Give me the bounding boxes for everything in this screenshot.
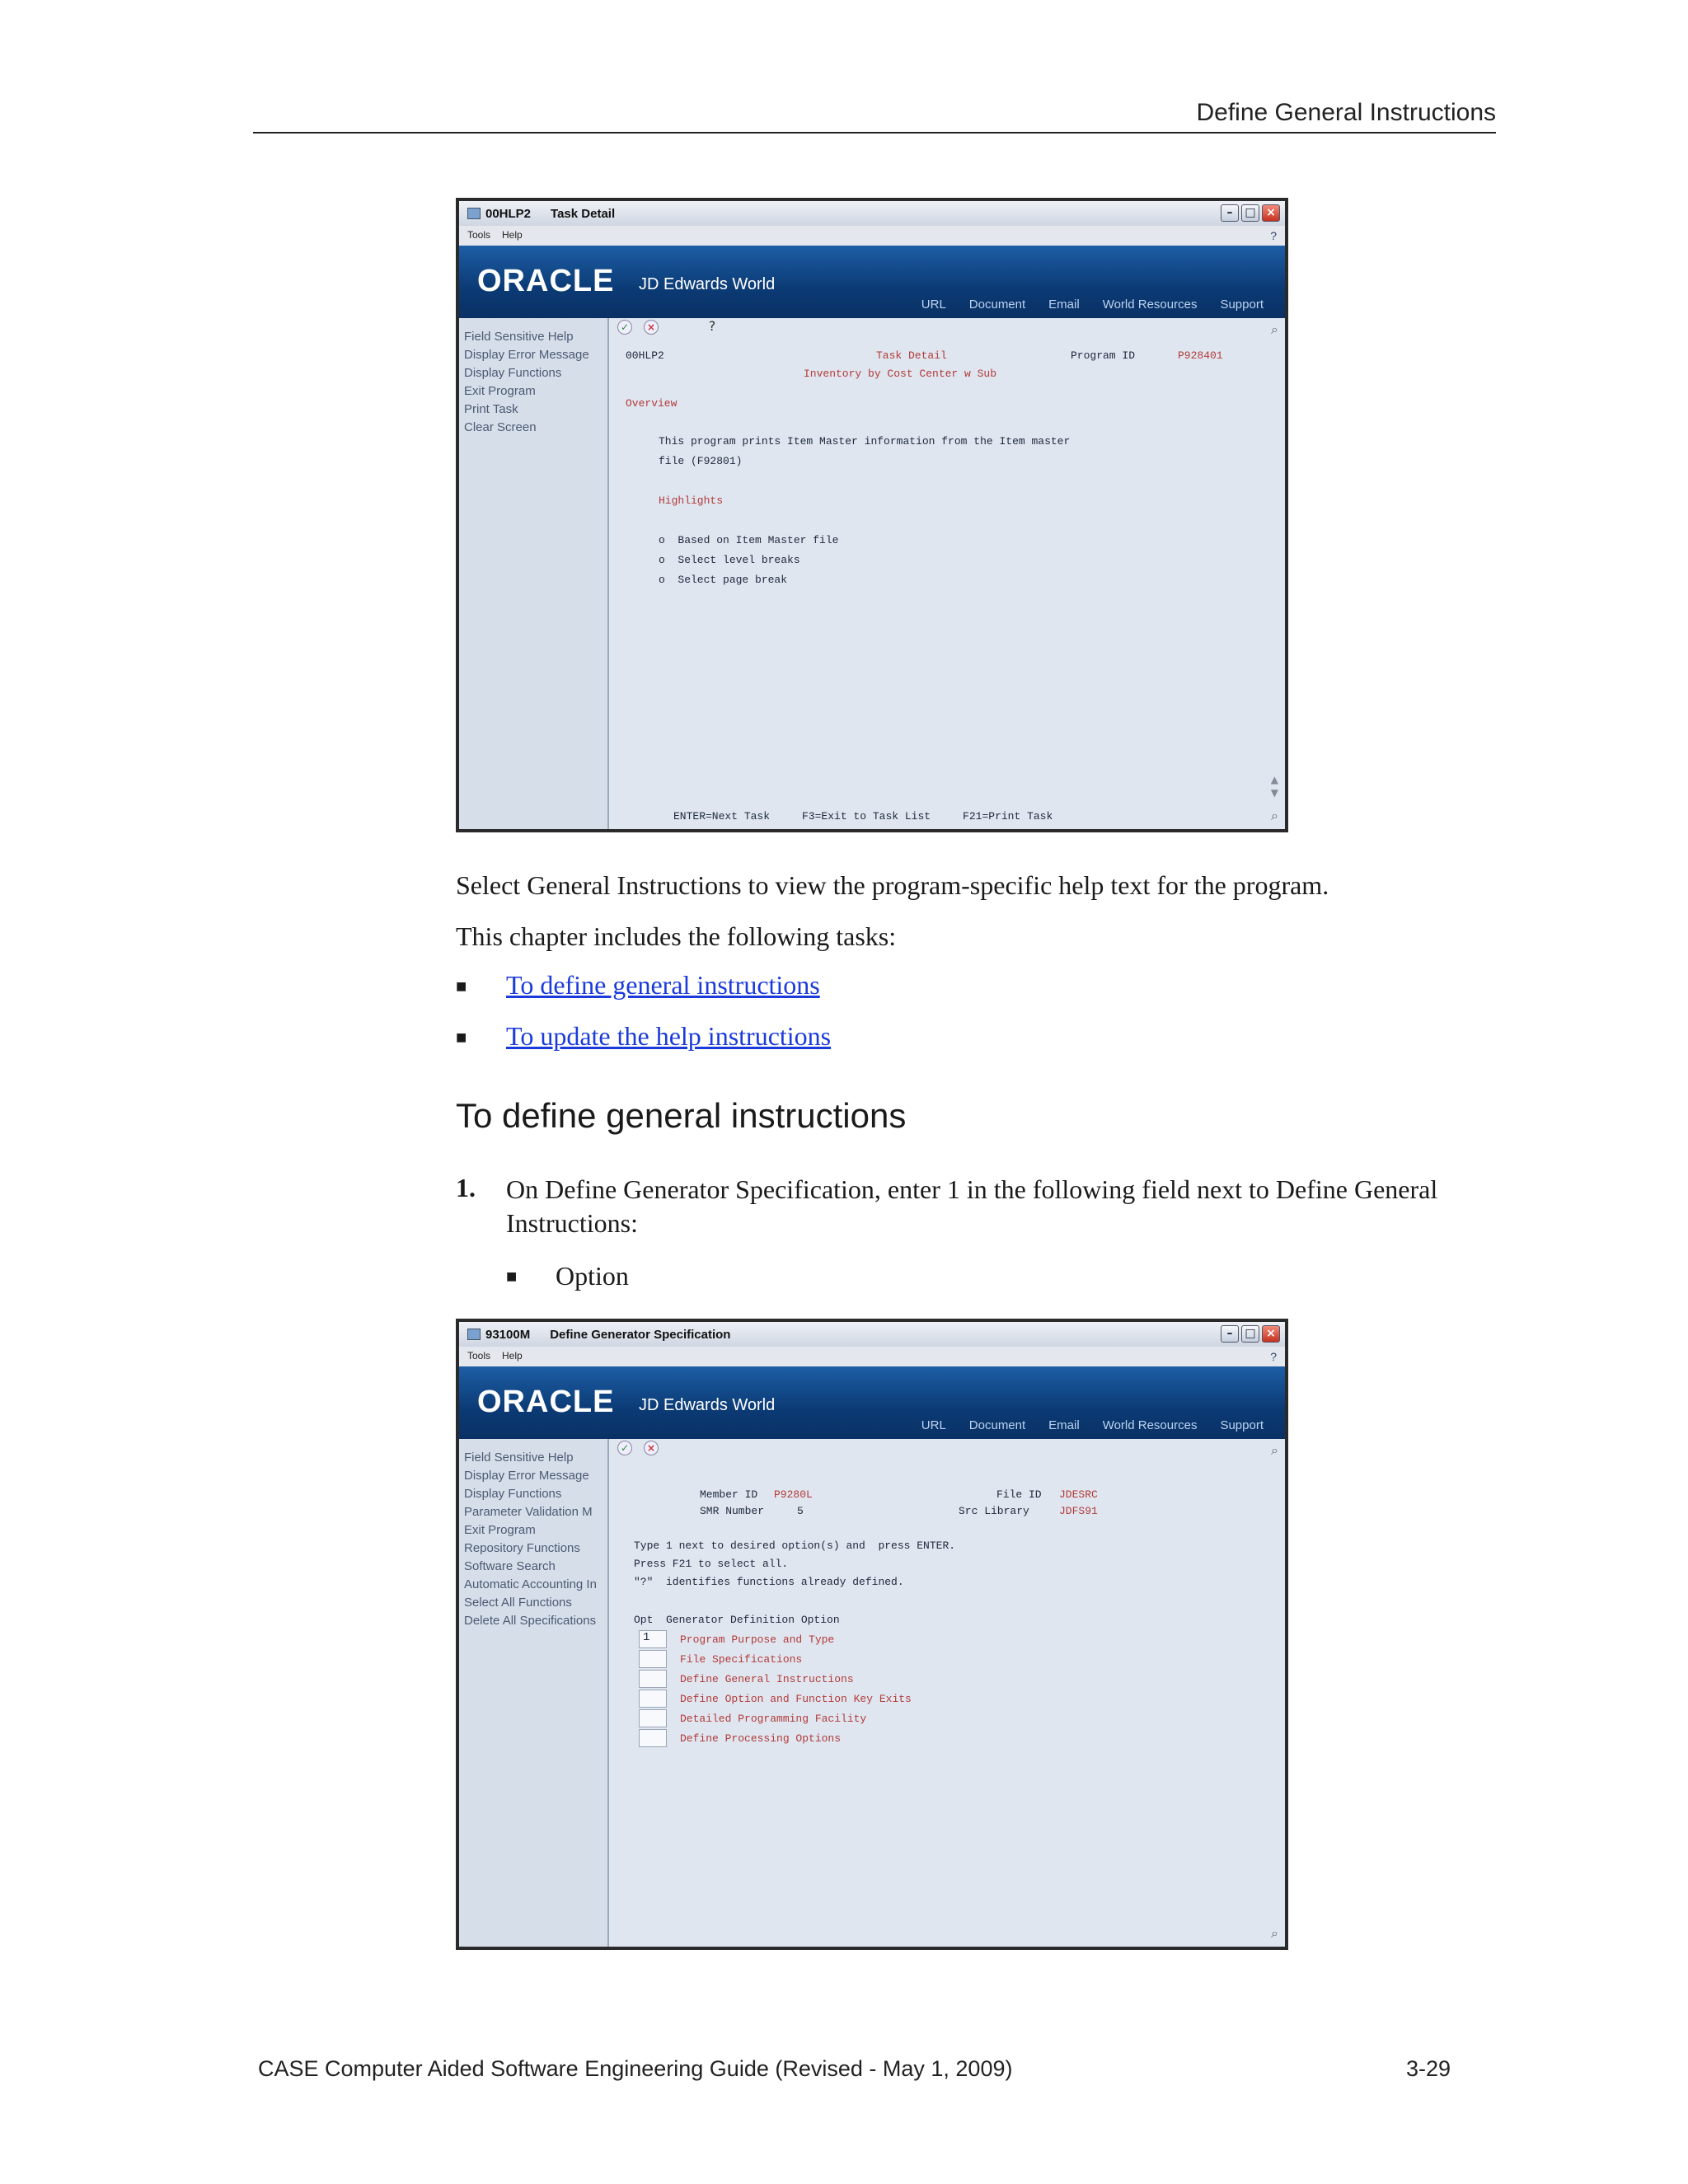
form-panel [609, 318, 1285, 829]
banner-links [910, 298, 1275, 312]
member-id-label: Member ID [700, 1488, 758, 1501]
option-label: File Specifications [680, 1653, 803, 1666]
menu-help[interactable]: Help [502, 1350, 523, 1361]
link-url[interactable]: URL [921, 298, 946, 312]
smr-number-label: SMR Number [700, 1505, 765, 1517]
product-name: JD Edwards World [639, 1396, 776, 1414]
smr-number-value: 5 [797, 1505, 804, 1517]
page-number: 3-29 [1405, 2056, 1451, 2081]
cancel-x-icon[interactable]: × [644, 1441, 659, 1455]
link-document[interactable]: Document [968, 1418, 1026, 1432]
function-keys: ENTER=Next Task F3=Exit to Task List F21=Print Task [673, 810, 1053, 823]
instruction-line: Type 1 next to desired option(s) and press ENTER. [634, 1540, 956, 1552]
sidebar-item[interactable]: Exit Program [464, 384, 536, 398]
sidebar-item[interactable]: Display Functions [464, 366, 562, 380]
zoom-icon[interactable]: ⌕ [1271, 808, 1278, 823]
window-code: 00HLP2 [485, 206, 532, 221]
instruction-line: "?" identifies functions already defined. [634, 1576, 904, 1588]
sidebar-item[interactable]: Clear Screen [464, 420, 537, 434]
link-email[interactable]: Email [1048, 298, 1080, 312]
opt-field-option-exits[interactable] [639, 1690, 667, 1708]
task-detail-screenshot [456, 198, 1288, 832]
sidebar-item[interactable]: Select All Functions [464, 1596, 572, 1610]
app-icon [467, 208, 481, 219]
app-icon [467, 1329, 481, 1340]
link-define-general-instructions[interactable]: To define general instructions [506, 970, 820, 1000]
sidebar-item[interactable]: Display Functions [464, 1487, 562, 1501]
window-title: Task Detail [551, 206, 616, 221]
link-document[interactable]: Document [968, 298, 1026, 312]
sidebar-item[interactable]: Display Error Message [464, 1469, 589, 1483]
link-support[interactable]: Support [1220, 1418, 1264, 1432]
window-buttons [1221, 204, 1280, 222]
define-generator-spec-screenshot [456, 1319, 1288, 1950]
sidebar-item[interactable]: Software Search [464, 1559, 556, 1573]
oracle-logo: ORACLE [477, 1385, 615, 1419]
menu-bar [459, 1347, 1285, 1366]
maximize-icon[interactable]: □ [1241, 204, 1259, 222]
sidebar-item[interactable]: Print Task [464, 402, 518, 416]
minimize-icon[interactable]: – [1221, 1325, 1239, 1343]
ok-check-icon[interactable]: ✓ [617, 1441, 632, 1455]
highlight-item: o Select page break [659, 574, 788, 586]
opt-field-program-purpose[interactable]: 1 [639, 1630, 667, 1648]
help-icon[interactable]: ? [1270, 1350, 1277, 1363]
option-label: Define Processing Options [680, 1732, 842, 1745]
work-area [459, 1439, 1285, 1947]
instruction-line: Press F21 to select all. [634, 1558, 789, 1570]
zoom-icon[interactable]: ⌕ [1271, 1925, 1278, 1941]
title-bar [459, 201, 1285, 226]
option-label: Detailed Programming Facility [680, 1713, 867, 1725]
option-field-name: Option [556, 1261, 629, 1291]
program-id-value: P928401 [1178, 349, 1223, 362]
link-world-resources[interactable]: World Resources [1102, 1418, 1198, 1432]
overview-line: file (F92801) [659, 455, 743, 467]
title-bar [459, 1322, 1285, 1347]
window-buttons [1221, 1325, 1280, 1343]
program-id-label: Program ID [1071, 349, 1136, 362]
file-id-value: JDESRC [1059, 1488, 1098, 1501]
banner-links [910, 1418, 1275, 1432]
oracle-banner [459, 1366, 1285, 1439]
form-title: Task Detail [876, 349, 947, 362]
member-id-value: P9280L [774, 1488, 813, 1501]
window-title: Define Generator Specification [550, 1327, 731, 1342]
bullet-square-icon: ■ [456, 976, 467, 996]
minimize-icon[interactable]: – [1221, 204, 1239, 222]
work-area [459, 318, 1285, 829]
form-code: 00HLP2 [626, 349, 664, 362]
highlight-item: o Select level breaks [659, 554, 800, 566]
close-icon[interactable]: × [1262, 1325, 1280, 1343]
menu-help[interactable]: Help [502, 229, 523, 241]
intro-paragraph: Select General Instructions to view the program-specific help text for the program. [456, 870, 1329, 900]
close-icon[interactable]: × [1262, 204, 1280, 222]
overview-label: Overview [626, 397, 678, 410]
sidebar-item[interactable]: Display Error Message [464, 348, 589, 362]
link-world-resources[interactable]: World Resources [1102, 298, 1198, 312]
link-url[interactable]: URL [921, 1418, 946, 1432]
menu-tools[interactable]: Tools [467, 1350, 491, 1361]
option-table-header: Opt Generator Definition Option [634, 1614, 840, 1626]
step-text: On Define Generator Specification, enter 1 in the following field next to Define General Instructions: [506, 1174, 1438, 1238]
bullet-square-icon: ■ [456, 1027, 467, 1047]
file-id-label: File ID [996, 1488, 1042, 1501]
step-number: 1. [456, 1173, 476, 1202]
sidebar-item[interactable]: Parameter Validation M [464, 1505, 593, 1519]
src-library-label: Src Library [959, 1505, 1029, 1517]
running-header: Define General Instructions [253, 97, 1496, 134]
help-icon[interactable]: ? [1270, 229, 1277, 242]
overview-line: This program prints Item Master information from the Item master [659, 435, 1071, 448]
highlights-label: Highlights [659, 494, 724, 507]
form-panel [609, 1439, 1285, 1947]
sidebar-item[interactable]: Field Sensitive Help [464, 1451, 574, 1465]
opt-field-processing-options[interactable] [639, 1729, 667, 1747]
window-code: 93100M [485, 1327, 531, 1342]
section-heading: To define general instructions [456, 1096, 907, 1135]
menu-bar [459, 226, 1285, 246]
link-support[interactable]: Support [1220, 298, 1264, 312]
sidebar-item[interactable]: Exit Program [464, 1523, 536, 1537]
exit-sidebar [459, 318, 609, 829]
link-update-help-instructions[interactable]: To update the help instructions [506, 1021, 832, 1051]
sidebar-item[interactable]: Repository Functions [464, 1541, 580, 1555]
ok-check-icon[interactable]: ✓ [617, 320, 632, 335]
form-subtitle: Inventory by Cost Center w Sub [804, 368, 997, 380]
menu-tools[interactable]: Tools [467, 229, 491, 241]
opt-field-general-instructions[interactable] [639, 1670, 667, 1688]
opt-field-programming-facility[interactable] [639, 1709, 667, 1727]
exit-sidebar [459, 1439, 609, 1947]
product-name: JD Edwards World [639, 275, 776, 293]
zoom-icon[interactable]: ⌕ [1271, 1442, 1278, 1458]
option-label: Program Purpose and Type [680, 1633, 835, 1646]
option-label: Define General Instructions [680, 1673, 854, 1685]
cancel-x-icon[interactable]: × [644, 320, 659, 335]
oracle-logo: ORACLE [477, 264, 615, 298]
oracle-banner [459, 246, 1285, 318]
bullet-square-icon: ■ [506, 1266, 518, 1286]
option-label: Define Option and Function Key Exits [680, 1693, 912, 1705]
question-mark: ? [708, 318, 716, 334]
zoom-icon[interactable]: ⌕ [1271, 321, 1278, 337]
scroll-controls[interactable]: ▲ ▼ [1270, 774, 1278, 799]
link-email[interactable]: Email [1048, 1418, 1080, 1432]
sidebar-item[interactable]: Automatic Accounting In [464, 1577, 597, 1591]
sidebar-item[interactable]: Delete All Specifications [464, 1614, 597, 1628]
highlight-item: o Based on Item Master file [659, 534, 839, 546]
maximize-icon[interactable]: □ [1241, 1325, 1259, 1343]
opt-field-file-specs[interactable] [639, 1650, 667, 1668]
src-library-value: JDFS91 [1059, 1505, 1098, 1517]
sidebar-item[interactable]: Field Sensitive Help [464, 330, 574, 344]
footer-guide-title: CASE Computer Aided Software Engineering Guide (Revised - May 1, 2009) [258, 2056, 1013, 2081]
tasks-intro: This chapter includes the following tasks: [456, 921, 897, 951]
